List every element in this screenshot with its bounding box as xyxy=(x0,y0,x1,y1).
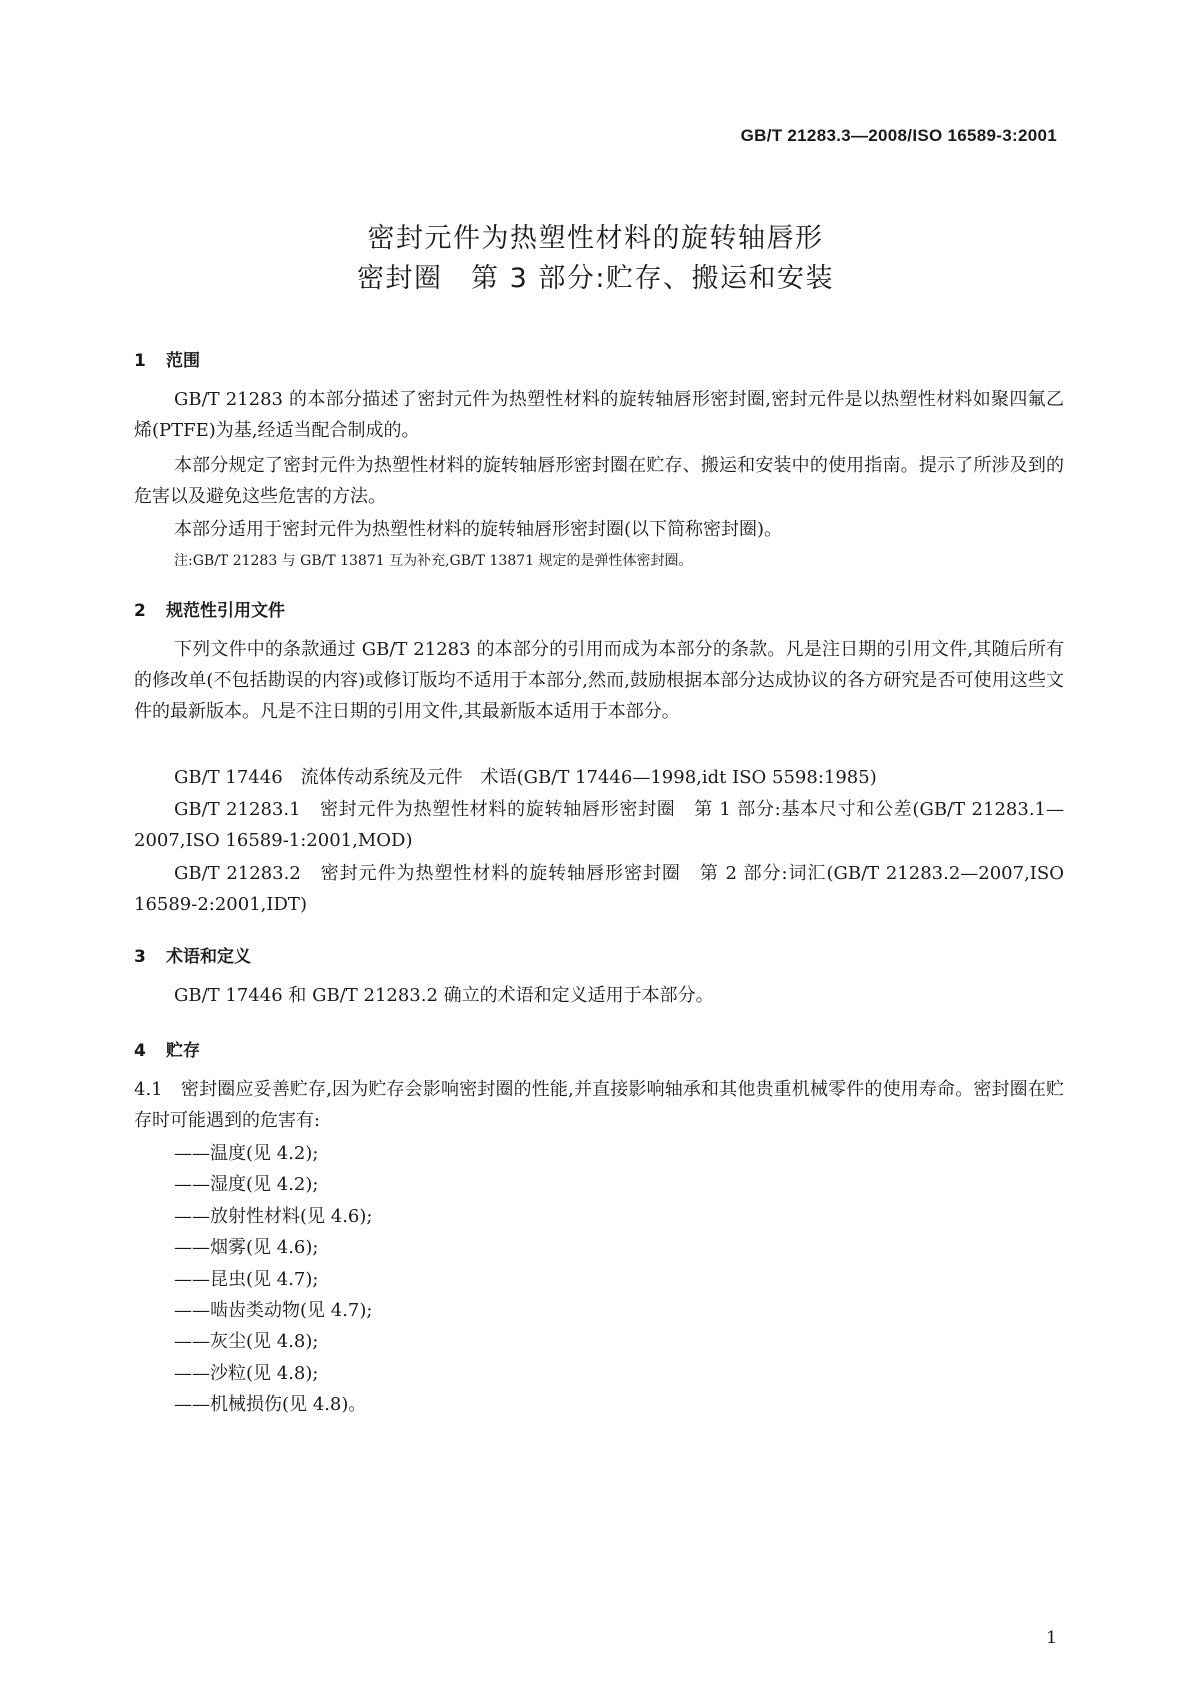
clause-4-1: 4.1 密封圈应妥善贮存,因为贮存会影响密封圈的性能,并直接影响轴承和其他贵重机械零件的使用寿命。密封圈在贮存时可能遇到的危害有: xyxy=(134,1079,1064,1131)
section-title: 术语和定义 xyxy=(166,947,251,967)
section-1-paragraph-1: GB/T 21283 的本部分描述了密封元件为热塑性材料的旋转轴唇形密封圈,密封元件是以热塑性材料如聚四氟乙烯(PTFE)为基,经适当配合制成的。 xyxy=(134,389,1064,441)
section-3-heading xyxy=(134,942,251,967)
list-item: ——沙粒(见 4.8); xyxy=(174,1362,319,1384)
reference-gbt-21283-1: GB/T 21283.1 密封元件为热塑性材料的旋转轴唇形密封圈 第 1 部分:基本尺寸和公差(GB/T 21283.1—2007,ISO 16589-1:2001,MOD) xyxy=(134,799,1064,851)
list-item: ——湿度(见 4.2); xyxy=(174,1174,319,1196)
section-number: 3 xyxy=(134,947,146,967)
list-item: ——昆虫(见 4.7); xyxy=(174,1268,319,1290)
section-1-paragraph-3: 本部分适用于密封元件为热塑性材料的旋转轴唇形密封圈(以下简称密封圈)。 xyxy=(174,519,783,540)
document-title-line1: 密封元件为热塑性材料的旋转轴唇形 xyxy=(367,223,824,254)
document-title-line2: 密封圈 第 3 部分:贮存、搬运和安装 xyxy=(357,263,834,294)
standard-number: GB/T 21283.3—2008/ISO 16589-3:2001 xyxy=(740,126,1057,145)
section-1-paragraph-2: 本部分规定了密封元件为热塑性材料的旋转轴唇形密封圈在贮存、搬运和安装中的使用指南。提示了所涉及到的危害以及避免这些危害的方法。 xyxy=(134,455,1064,507)
reference-gbt-21283-2: GB/T 21283.2 密封元件为热塑性材料的旋转轴唇形密封圈 第 2 部分:词汇(GB/T 21283.2—2007,ISO 16589-2:2001,IDT) xyxy=(134,863,1064,915)
list-item: ——啮齿类动物(见 4.7); xyxy=(174,1300,373,1322)
hazard-list xyxy=(174,1138,372,1421)
section-number: 2 xyxy=(134,601,146,621)
list-item: ——温度(见 4.2); xyxy=(174,1143,319,1164)
section-3-paragraph-1: GB/T 17446 和 GB/T 21283.2 确立的术语和定义适用于本部分。 xyxy=(174,985,714,1006)
list-item: ——灰尘(见 4.8); xyxy=(174,1331,319,1353)
section-number: 4 xyxy=(134,1041,146,1061)
section-title: 范围 xyxy=(166,351,200,371)
list-item: ——烟雾(见 4.6); xyxy=(174,1237,319,1259)
section-number: 1 xyxy=(134,351,146,371)
reference-gbt-17446: GB/T 17446 流体传动系统及元件 术语(GB/T 17446—1998,idt ISO 5598:1985) xyxy=(174,767,877,788)
section-1-note: 注:GB/T 21283 与 GB/T 13871 互为补充,GB/T 13871 规定的是弹性体密封圈。 xyxy=(174,553,693,569)
section-title: 规范性引用文件 xyxy=(166,601,285,621)
page-number: 1 xyxy=(1046,1628,1057,1648)
section-2-heading xyxy=(134,596,285,621)
section-2-paragraph-1: 下列文件中的条款通过 GB/T 21283 的本部分的引用而成为本部分的条款。凡是注日期的引用文件,其随后所有的修改单(不包括勘误的内容)或修订版均不适用于本部分,然而,鼓励根据本部分达成协议的各方研究是否可使用这些文件的最新版本。凡是不注日期的引用文件,其最新版本适用于本部分。 xyxy=(134,639,1064,722)
list-item: ——机械损伤(见 4.8)。 xyxy=(174,1394,367,1416)
section-title: 贮存 xyxy=(166,1041,200,1061)
list-item: ——放射性材料(见 4.6); xyxy=(174,1205,373,1227)
section-4-heading xyxy=(134,1036,200,1061)
section-1-heading xyxy=(134,346,200,371)
